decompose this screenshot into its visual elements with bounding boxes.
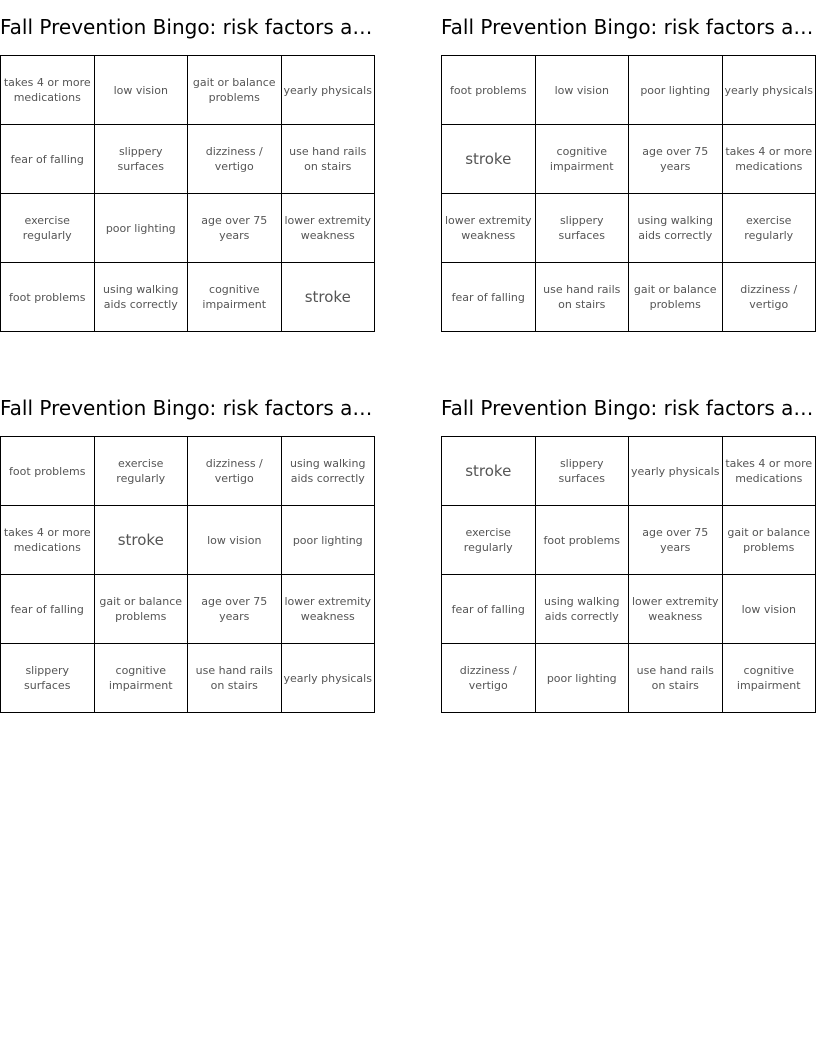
bingo-card-title: Fall Prevention Bingo: risk factors a… [441,15,814,39]
bingo-cell: fear of falling [1,575,95,644]
bingo-cell: takes 4 or more medications [1,506,95,575]
bingo-cell: yearly physicals [722,56,816,125]
bingo-cell: use hand rails on stairs [535,263,629,332]
bingo-row [442,56,816,125]
bingo-cell: gait or balance problems [722,506,816,575]
bingo-cell: stroke [94,506,188,575]
bingo-row [1,437,375,506]
bingo-cell: exercise regularly [1,194,95,263]
bingo-row [1,506,375,575]
bingo-grid [0,55,375,332]
bingo-cell: lower extremity weakness [442,194,536,263]
bingo-cell: dizziness / vertigo [188,437,282,506]
bingo-row [442,194,816,263]
bingo-cell: slippery surfaces [535,194,629,263]
bingo-cell: gait or balance problems [94,575,188,644]
bingo-cell: slippery surfaces [1,644,95,713]
bingo-row [1,263,375,332]
bingo-cell: cognitive impairment [188,263,282,332]
bingo-cell: yearly physicals [281,644,375,713]
bingo-row [442,575,816,644]
bingo-cell: cognitive impairment [94,644,188,713]
bingo-row [1,125,375,194]
bingo-cell: use hand rails on stairs [281,125,375,194]
bingo-cell: use hand rails on stairs [629,644,723,713]
bingo-cell: cognitive impairment [535,125,629,194]
bingo-cell: dizziness / vertigo [442,644,536,713]
bingo-cell: yearly physicals [629,437,723,506]
bingo-cell: stroke [442,125,536,194]
bingo-cell: using walking aids correctly [281,437,375,506]
bingo-cell: low vision [722,575,816,644]
bingo-grid [0,436,375,713]
bingo-row [1,644,375,713]
bingo-cell: fear of falling [1,125,95,194]
bingo-cell: using walking aids correctly [535,575,629,644]
bingo-cell: takes 4 or more medications [722,125,816,194]
bingo-cell: low vision [94,56,188,125]
bingo-row [1,56,375,125]
bingo-grid [441,436,816,713]
bingo-cell: exercise regularly [442,506,536,575]
bingo-cell: low vision [188,506,282,575]
bingo-cell: cognitive impairment [722,644,816,713]
bingo-cell: poor lighting [94,194,188,263]
bingo-card-title: Fall Prevention Bingo: risk factors a… [441,396,814,420]
bingo-cell: stroke [442,437,536,506]
bingo-cell: poor lighting [535,644,629,713]
bingo-cell: fear of falling [442,575,536,644]
bingo-cell: age over 75 years [629,506,723,575]
bingo-row [1,194,375,263]
bingo-cell: yearly physicals [281,56,375,125]
bingo-cell: use hand rails on stairs [188,644,282,713]
bingo-row [442,263,816,332]
bingo-row [442,125,816,194]
bingo-cell: lower extremity weakness [281,194,375,263]
bingo-cell: foot problems [442,56,536,125]
bingo-grid [441,55,816,332]
bingo-cell: dizziness / vertigo [188,125,282,194]
bingo-row [1,575,375,644]
bingo-cell: age over 75 years [188,194,282,263]
bingo-cell: lower extremity weakness [281,575,375,644]
bingo-cell: low vision [535,56,629,125]
bingo-row [442,437,816,506]
bingo-cell: takes 4 or more medications [722,437,816,506]
bingo-card-title: Fall Prevention Bingo: risk factors a… [0,15,373,39]
bingo-card-title: Fall Prevention Bingo: risk factors a… [0,396,373,420]
bingo-cell: fear of falling [442,263,536,332]
bingo-cell: using walking aids correctly [94,263,188,332]
bingo-cell: lower extremity weakness [629,575,723,644]
bingo-cell: stroke [281,263,375,332]
bingo-cell: gait or balance problems [629,263,723,332]
bingo-cell: poor lighting [629,56,723,125]
bingo-row [442,644,816,713]
bingo-cell: age over 75 years [629,125,723,194]
bingo-cell: foot problems [1,437,95,506]
bingo-cell: slippery surfaces [535,437,629,506]
bingo-cell: takes 4 or more medications [1,56,95,125]
bingo-row [442,506,816,575]
bingo-cell: slippery surfaces [94,125,188,194]
bingo-cell: exercise regularly [722,194,816,263]
bingo-cell: dizziness / vertigo [722,263,816,332]
bingo-cell: using walking aids correctly [629,194,723,263]
bingo-cell: exercise regularly [94,437,188,506]
bingo-cell: poor lighting [281,506,375,575]
bingo-cell: age over 75 years [188,575,282,644]
bingo-cell: foot problems [535,506,629,575]
bingo-cell: gait or balance problems [188,56,282,125]
bingo-cell: foot problems [1,263,95,332]
